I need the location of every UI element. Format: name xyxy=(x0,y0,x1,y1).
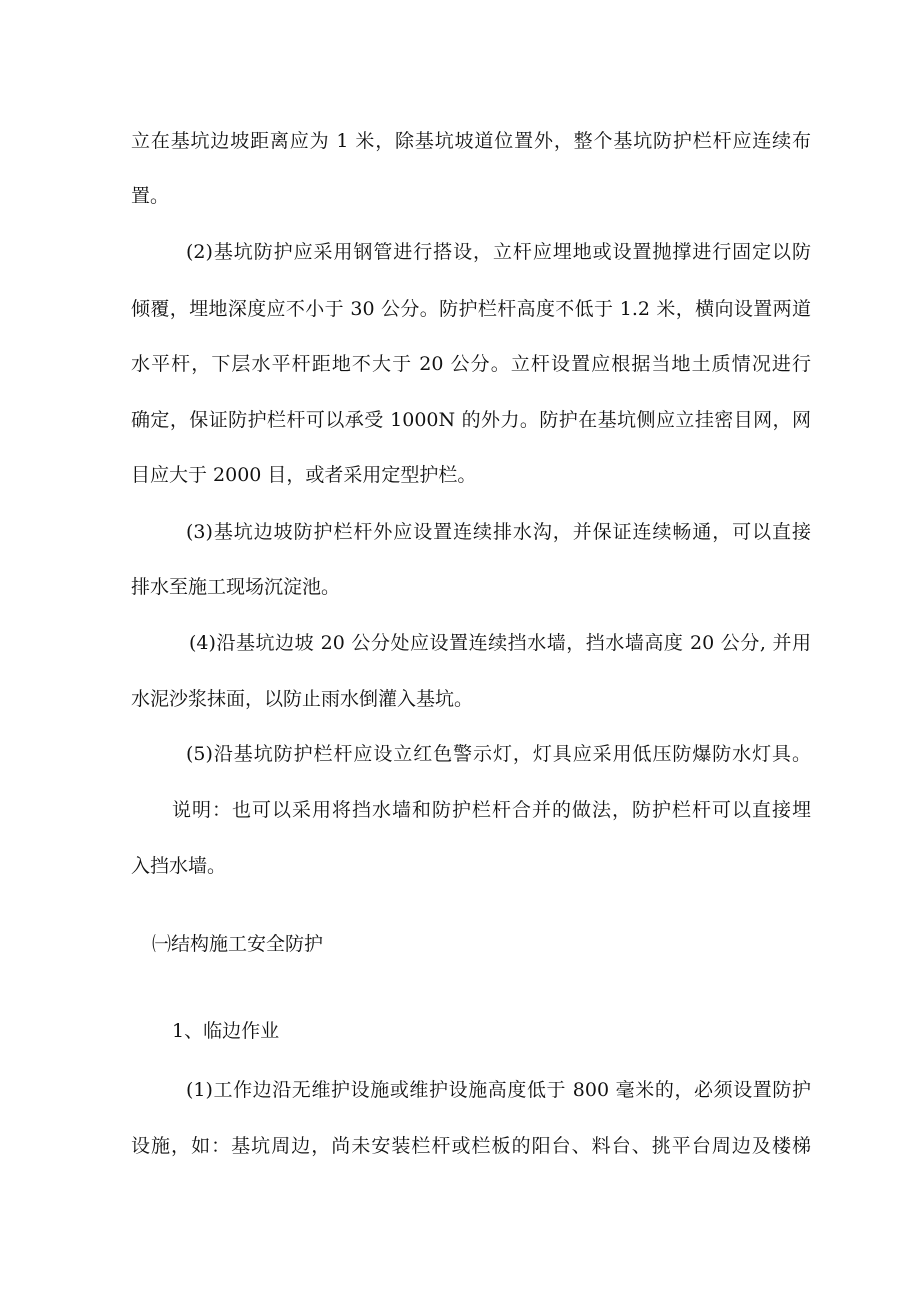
paragraph-line: 倾覆，埋地深度应不小于 30 公分。防护栏杆高度不低于 1.2 米，横向设置两道 xyxy=(131,298,811,320)
paragraph-line: 入挡水墙。 xyxy=(131,855,227,877)
paragraph-line: (2)基坑防护应采用钢管进行搭设，立杆应埋地或设置抛撑进行固定以防 xyxy=(186,241,811,263)
section-heading: ㈠结构施工安全防护 xyxy=(152,933,324,955)
paragraph-line: (3)基坑边坡防护栏杆外应设置连续排水沟，并保证连续畅通，可以直接 xyxy=(186,521,811,543)
paragraph-line: 设施，如：基坑周边，尚未安装栏杆或栏板的阳台、料台、挑平台周边及楼梯 xyxy=(131,1135,811,1157)
paragraph-line: 说明：也可以采用将挡水墙和防护栏杆合并的做法，防护栏杆可以直接埋 xyxy=(172,799,811,821)
paragraph-line: 水平杆，下层水平杆距地不大于 20 公分。立杆设置应根据当地土质情况进行 xyxy=(131,353,811,375)
paragraph-line: 置。 xyxy=(131,185,170,207)
paragraph-line: (1)工作边沿无维护设施或维护设施高度低于 800 毫米的，必须设置防护 xyxy=(186,1079,811,1101)
paragraph-line: 水泥沙浆抹面，以防止雨水倒灌入基坑。 xyxy=(131,688,474,710)
paragraph-line: 排水至施工现场沉淀池。 xyxy=(131,576,341,598)
paragraph-line: (5)沿基坑防护栏杆应设立红色警示灯，灯具应采用低压防爆防水灯具。 xyxy=(186,743,811,765)
paragraph-line: 立在基坑边坡距离应为 1 米，除基坑坡道位置外，整个基坑防护栏杆应连续布 xyxy=(131,130,811,152)
paragraph-line: (4)沿基坑边坡 20 公分处应设置连续挡水墙，挡水墙高度 20 公分, 并用 xyxy=(189,632,811,654)
subsection-heading: 1、临边作业 xyxy=(172,1020,280,1042)
paragraph-line: 确定，保证防护栏杆可以承受 1000N 的外力。防护在基坑侧应立挂密目网，网 xyxy=(131,409,811,431)
paragraph-line: 目应大于 2000 目，或者采用定型护栏。 xyxy=(131,464,477,486)
